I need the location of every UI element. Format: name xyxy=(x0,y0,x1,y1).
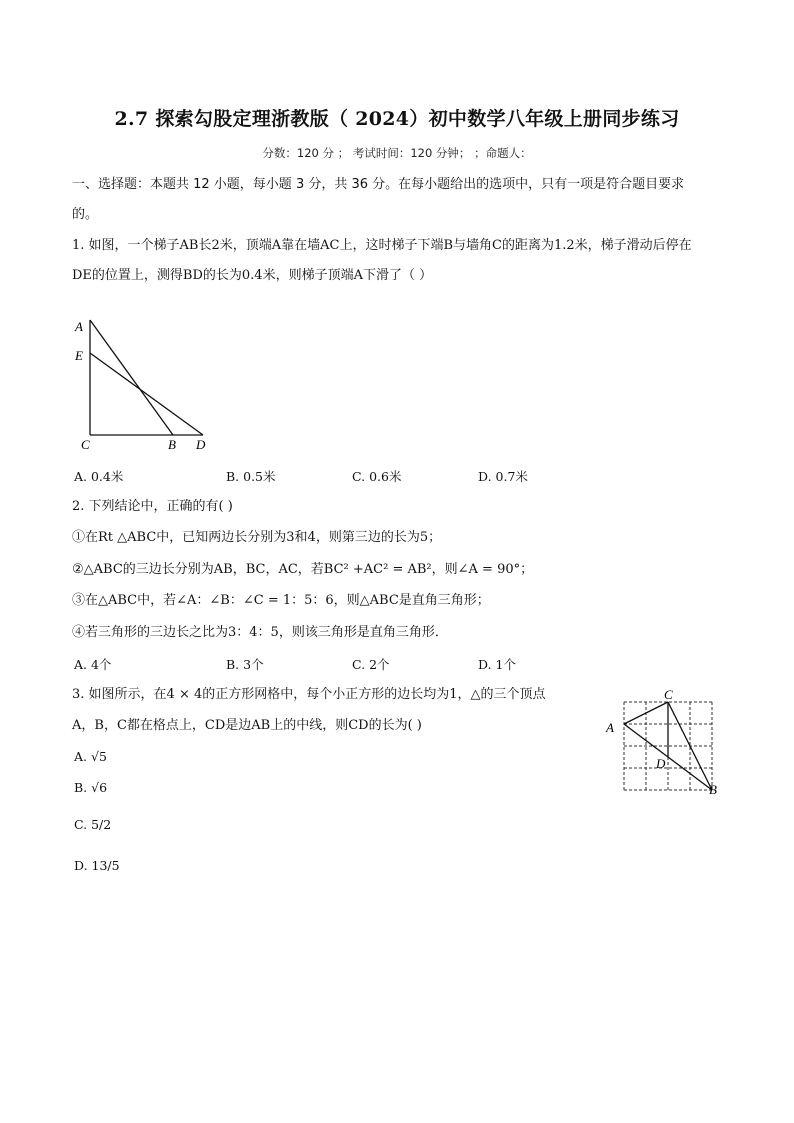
q3-option-a[interactable]: A. √5 xyxy=(74,749,107,764)
q2-option-a[interactable]: A. 4个 xyxy=(74,657,112,672)
q2-statement-2: ②△ABC的三边长分别为AB，BC，AC，若BC² +AC² = AB²，则∠A = 90°； xyxy=(72,562,534,577)
q2-statement-1: ①在Rt △ABC中，已知两边长分别为3和4，则第三边的长为5； xyxy=(72,530,442,545)
label-c: C xyxy=(81,437,90,452)
q2-option-d[interactable]: D. 1个 xyxy=(478,657,516,672)
ladder-de xyxy=(90,353,203,435)
q1-stem-line1: 1. 如图，一个梯子AB长2米，顶端A靠在墙AC上，这时梯子下端B与墙角C的距离为1.2米，梯子滑动后停在 xyxy=(72,238,692,253)
label-d: D xyxy=(196,437,206,452)
q3-option-d[interactable]: D. 13/5 xyxy=(74,858,120,873)
side-ac xyxy=(624,702,668,724)
q1-option-c[interactable]: C. 0.6米 xyxy=(352,469,402,484)
q2-stem: 2. 下列结论中，正确的有( ) xyxy=(72,499,233,514)
q2-statement-4: ④若三角形的三边长之比为3：4：5，则该三角形是直角三角形． xyxy=(72,625,448,640)
exam-info: 分数：120 分 ； 考试时间：120 分钟； ；命题人： xyxy=(262,146,532,160)
q3-grid-figure xyxy=(602,684,732,799)
section-heading-line1: 一、选择题：本题共 12 小题，每小题 3 分，共 36 分。在每小题给出的选项中，只有一项是符合题目要求 xyxy=(72,177,685,192)
label-e: E xyxy=(75,348,83,363)
q1-option-b[interactable]: B. 0.5米 xyxy=(226,469,276,484)
section-heading-cont: 的。 xyxy=(72,207,99,222)
q1-stem-line2: DE的位置上，测得BD的长为0.4米，则梯子顶端A下滑了（ ） xyxy=(72,268,433,283)
label-d: D xyxy=(656,756,666,771)
q2-option-b[interactable]: B. 3个 xyxy=(226,657,264,672)
q3-stem-line1: 3. 如图所示，在4 × 4的正方形网格中，每个小正方形的边长均为1，△的三个顶点 xyxy=(72,687,546,702)
label-b: B xyxy=(709,782,717,797)
label-c: C xyxy=(664,687,673,702)
q2-option-c[interactable]: C. 2个 xyxy=(352,657,390,672)
q1-option-a[interactable]: A. 0.4米 xyxy=(74,469,124,484)
q3-option-c[interactable]: C. 5/2 xyxy=(74,817,112,832)
q1-option-d[interactable]: D. 0.7米 xyxy=(478,469,528,484)
q2-statement-3: ③在△ABC中，若∠A：∠B：∠C = 1：5：6，则△ABC是直角三角形； xyxy=(72,593,490,608)
label-b: B xyxy=(168,437,176,452)
q3-option-b[interactable]: B. √6 xyxy=(74,780,108,795)
ladder-ab xyxy=(90,320,173,435)
q3-stem-line2: A，B，C都在格点上，CD是边AB上的中线，则CD的长为( ) xyxy=(72,718,422,733)
label-a: A xyxy=(75,319,83,334)
section-heading xyxy=(72,176,732,194)
q1-ladder-figure xyxy=(70,305,220,455)
page-title: 2.7 探索勾股定理浙教版（ 2024）初中数学八年级上册同步练习 xyxy=(114,108,680,130)
label-a: A xyxy=(606,720,614,735)
